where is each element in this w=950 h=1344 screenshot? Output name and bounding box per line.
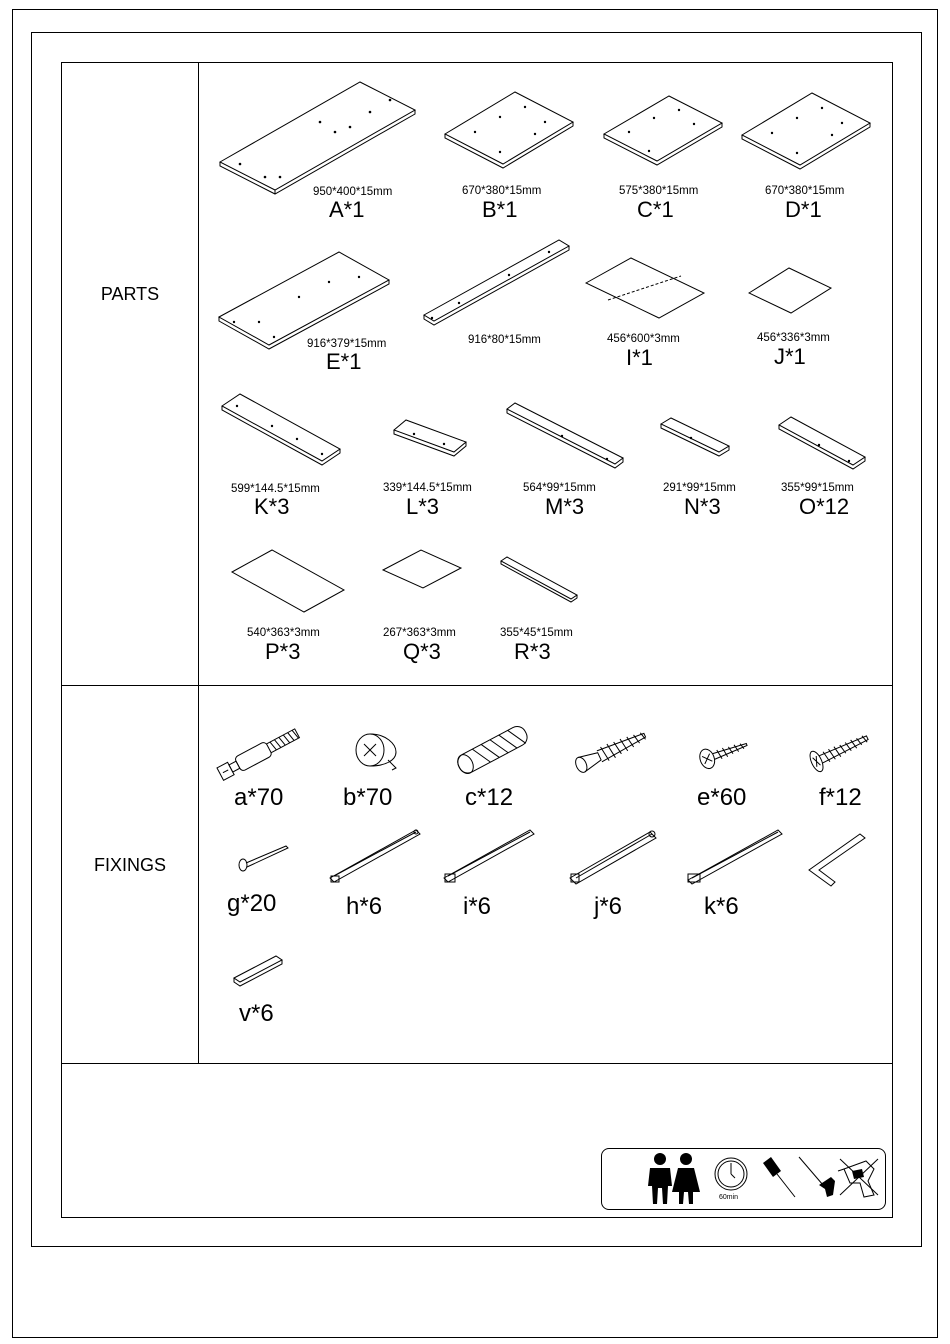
- part-N-quantity: N*3: [684, 494, 721, 519]
- fixing-g-quantity: g*20: [227, 890, 277, 917]
- part-E-dimensions: 916*379*15mm: [307, 338, 387, 350]
- fixing-v-quantity: v*6: [239, 1000, 274, 1027]
- part-M-quantity: M*3: [545, 494, 585, 519]
- row-divider-fixings: [62, 1063, 892, 1064]
- panel-N-drawing: [661, 418, 731, 458]
- part-R-dimensions: 355*45*15mm: [500, 627, 573, 639]
- fixing-k-quantity: k*6: [704, 893, 739, 920]
- wood-screw-icon: [696, 732, 756, 772]
- drawer-slide-icon: [328, 826, 423, 886]
- fixings-heading: FIXINGS: [93, 855, 166, 875]
- part-B-dimensions: 670*380*15mm: [462, 185, 542, 197]
- drawer-slide-icon: [684, 826, 784, 886]
- parts-heading: PARTS: [100, 284, 160, 304]
- part-F-dimensions: 916*80*15mm: [468, 334, 541, 346]
- part-A-dimensions: 950*400*15mm: [313, 186, 393, 198]
- panel-R-drawing: [501, 557, 581, 602]
- part-N-dimensions: 291*99*15mm: [663, 482, 736, 494]
- part-O-dimensions: 355*99*15mm: [781, 482, 854, 494]
- panel-D-drawing: [742, 93, 872, 168]
- assembly-time-label: 60min: [719, 1194, 739, 1201]
- phillips-screwdriver-icon: [759, 1155, 799, 1200]
- clock-icon: [713, 1156, 753, 1196]
- fixing-j-quantity: j*6: [594, 893, 623, 920]
- column-divider: [198, 63, 199, 1063]
- fixing-e-quantity: e*60: [697, 784, 747, 811]
- cam-bolt-icon: [210, 718, 310, 788]
- two-people-icon: [646, 1152, 702, 1208]
- row-divider-parts: [62, 685, 892, 686]
- fixing-h-quantity: h*6: [346, 893, 383, 920]
- part-L-quantity: L*3: [406, 494, 440, 519]
- fixing-f-quantity: f*12: [819, 784, 862, 811]
- panel-O-drawing: [779, 417, 869, 467]
- drawer-slide-icon: [568, 826, 663, 886]
- panel-K-drawing: [222, 394, 342, 469]
- part-L-dimensions: 339*144.5*15mm: [383, 482, 472, 494]
- drawer-slide-icon: [442, 826, 537, 886]
- part-B-quantity: B*1: [482, 197, 518, 222]
- panel-M-drawing: [507, 403, 627, 468]
- part-K-quantity: K*3: [254, 494, 290, 519]
- part-A-quantity: A*1: [329, 197, 365, 222]
- part-M-dimensions: 564*99*15mm: [523, 482, 596, 494]
- panel-L-drawing: [394, 420, 469, 455]
- panel-A-drawing: [220, 82, 420, 202]
- long-screw-icon: [806, 725, 876, 775]
- part-P-quantity: P*3: [265, 639, 301, 664]
- wall-anchor-icon: [568, 720, 658, 780]
- part-K-dimensions: 599*144.5*15mm: [231, 483, 320, 495]
- fixing-i-quantity: i*6: [463, 893, 492, 920]
- part-I-quantity: I*1: [626, 345, 653, 370]
- part-D-quantity: D*1: [785, 197, 822, 222]
- part-C-quantity: C*1: [637, 197, 674, 222]
- part-J-quantity: J*1: [774, 344, 806, 369]
- part-P-dimensions: 540*363*3mm: [247, 627, 320, 639]
- part-C-dimensions: 575*380*15mm: [619, 185, 699, 197]
- wooden-dowel-icon: [450, 720, 535, 780]
- panel-E-drawing: [219, 252, 394, 352]
- part-J-dimensions: 456*336*3mm: [757, 332, 830, 344]
- fixing-b-quantity: b*70: [343, 784, 393, 811]
- panel-P-drawing: [232, 550, 347, 615]
- panel-I-drawing: [586, 258, 706, 328]
- panel-Q-drawing: [383, 550, 463, 590]
- fixing-a-quantity: a*70: [234, 784, 284, 811]
- part-R-quantity: R*3: [514, 639, 551, 664]
- parts-table: [61, 62, 893, 1218]
- nail-icon: [236, 838, 296, 878]
- fixing-c-quantity: c*12: [465, 784, 514, 811]
- part-D-dimensions: 670*380*15mm: [765, 185, 845, 197]
- rail-F-drawing: [424, 240, 574, 330]
- part-Q-dimensions: 267*363*3mm: [383, 627, 456, 639]
- part-Q-quantity: Q*3: [403, 639, 441, 664]
- part-O-quantity: O*12: [799, 494, 850, 519]
- hex-key-icon: [805, 830, 870, 890]
- hammer-icon: [795, 1153, 840, 1201]
- electric-drill-icon: [838, 1153, 883, 1201]
- panel-J-drawing: [749, 268, 834, 313]
- plastic-strip-icon: [232, 952, 287, 987]
- panel-B-drawing: [445, 92, 575, 167]
- panel-C-drawing: [604, 96, 724, 166]
- part-I-dimensions: 456*600*3mm: [607, 333, 680, 345]
- part-E-quantity: E*1: [326, 349, 362, 374]
- cam-lock-icon: [348, 722, 408, 782]
